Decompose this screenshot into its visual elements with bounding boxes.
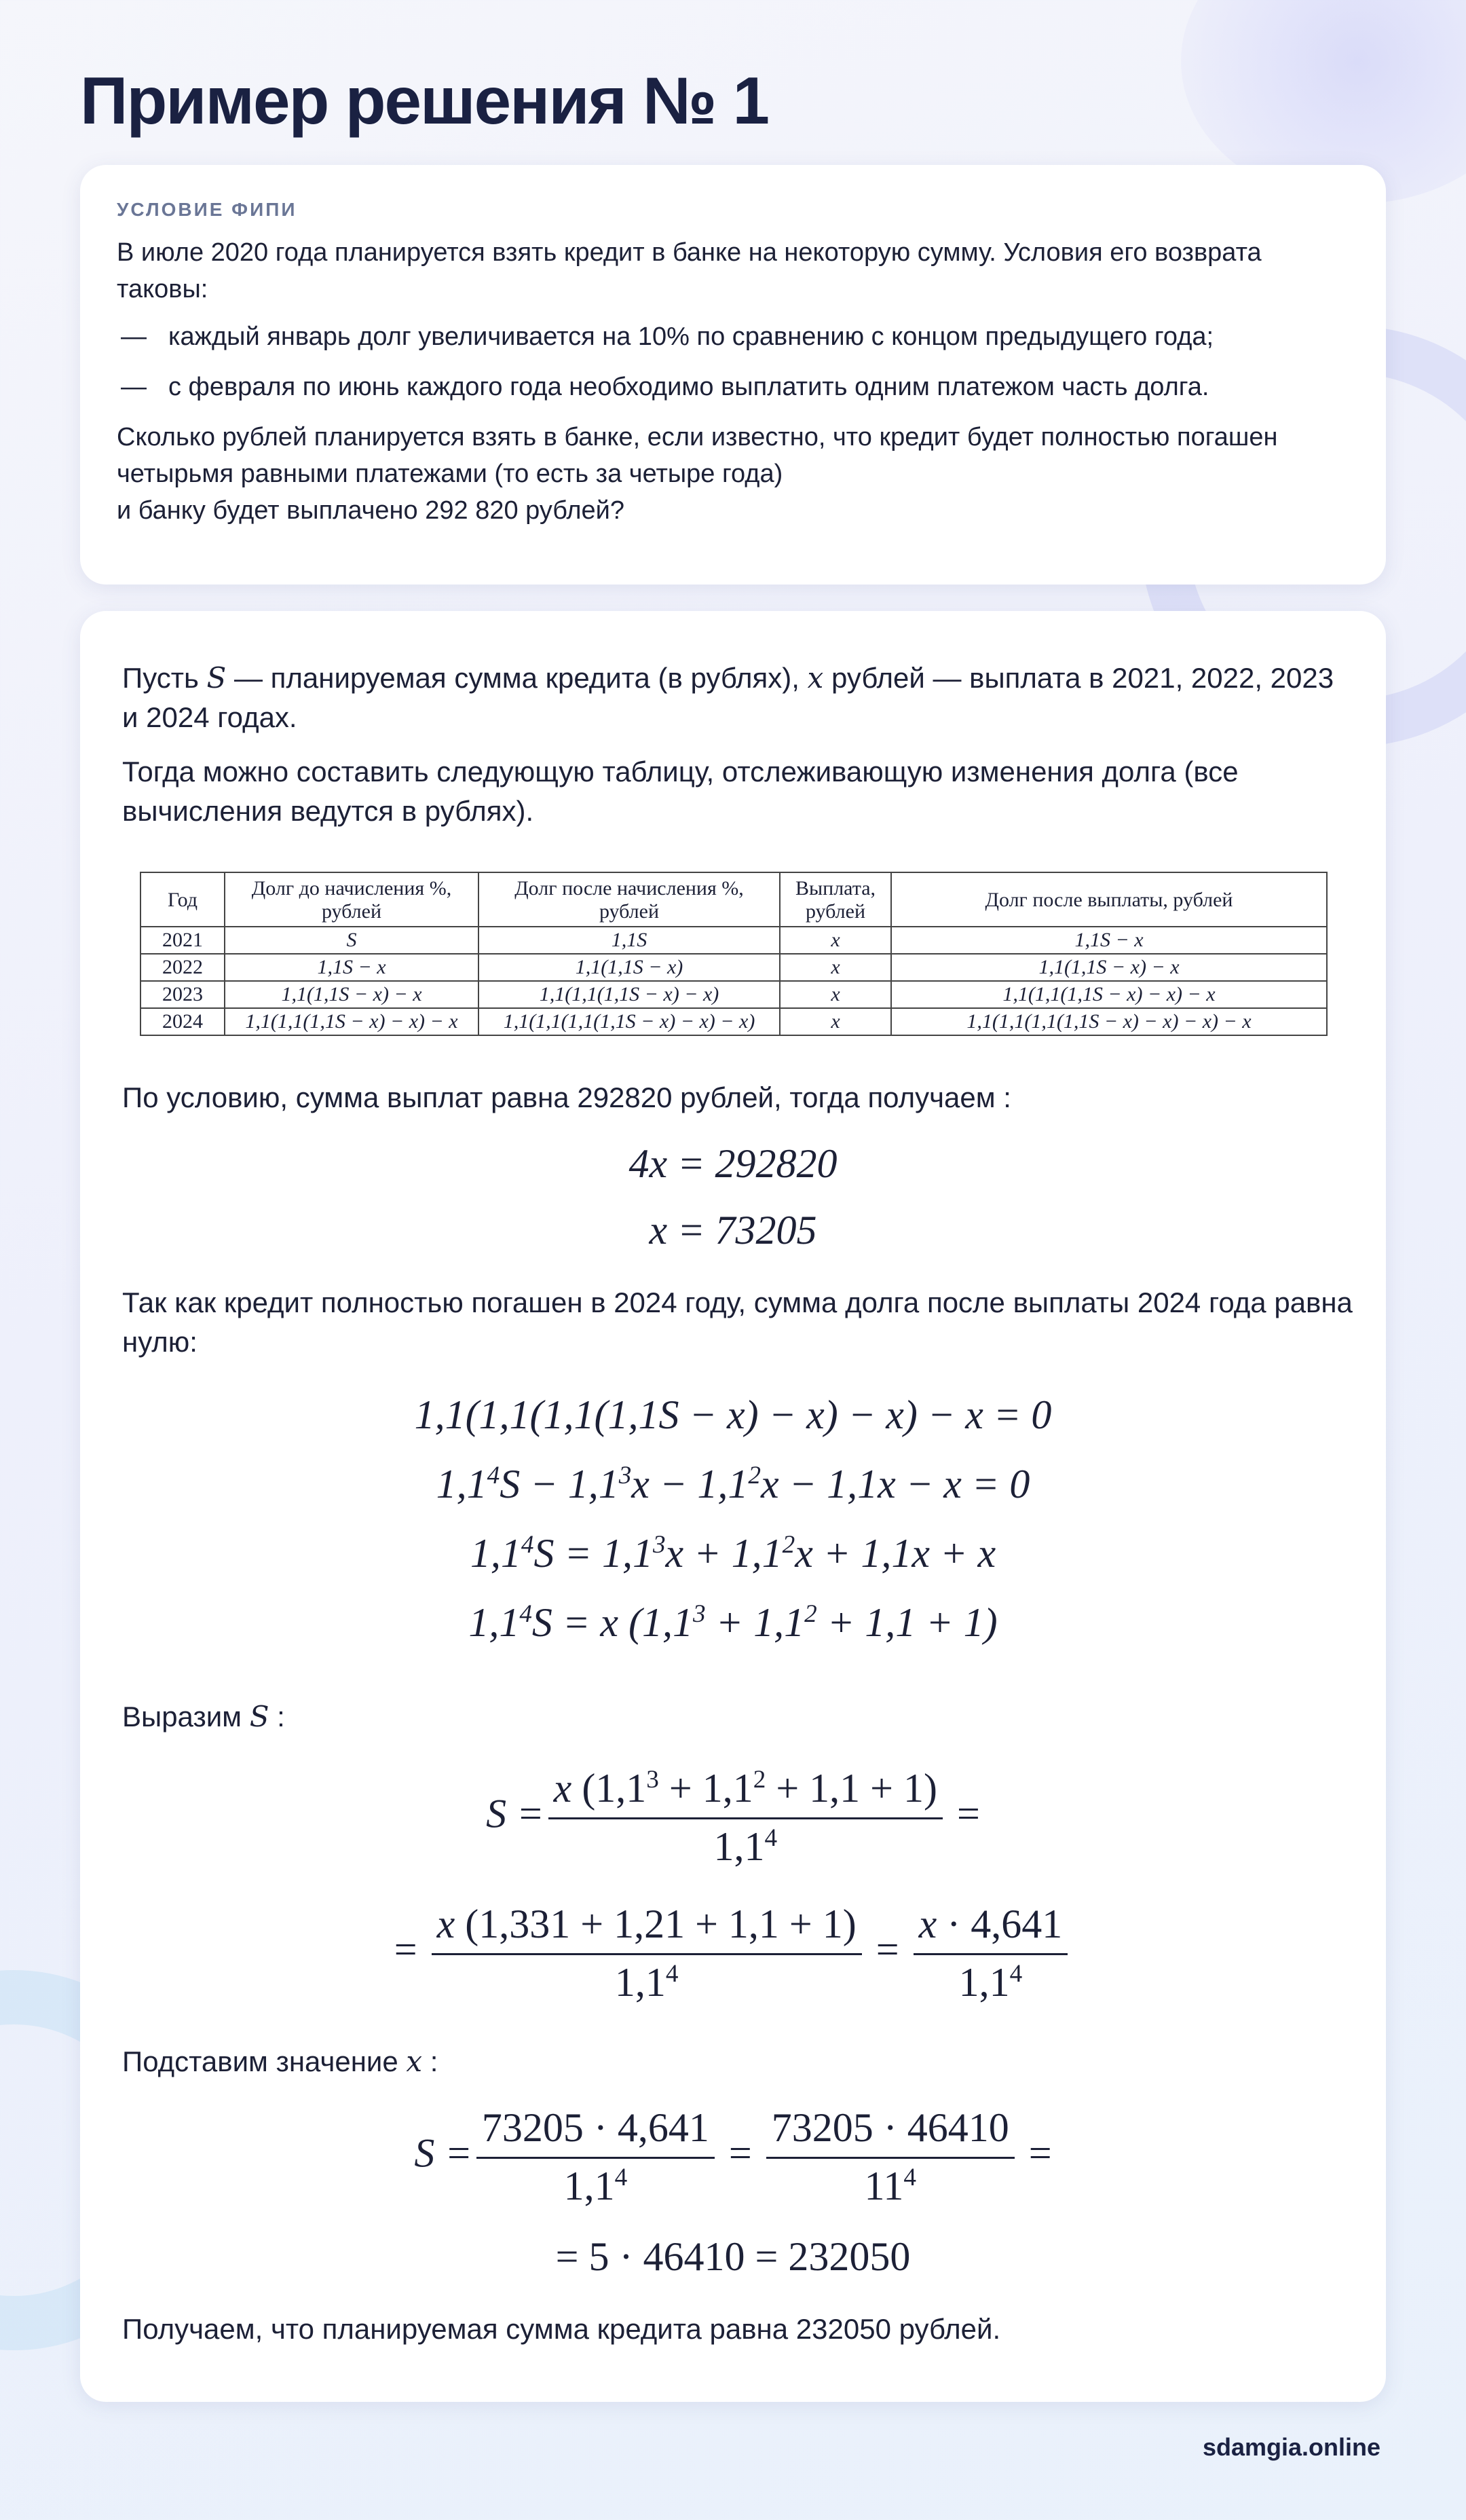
table-cell: 2021 — [140, 927, 225, 954]
equation-rearranged: $1,1^4S = 1,1^3x + 1,1^2x + 1,1x + x$ — [470, 1531, 996, 1576]
table-cell: 1,1(1,1(1,1(1,1S − x) − x) − x) − x — [891, 1008, 1327, 1035]
equation-final-result: = 5 · 46410 = 232050 — [555, 2234, 911, 2279]
equation-payments-sum: 4x = 292820 — [628, 1141, 838, 1186]
table-row — [140, 981, 1327, 1008]
equation-s-simplified: = $\frac{x (1,331 + 1,21 + 1,1 + 1)}{1,1^4}$ = $\frac{x \cdot 4,641}{1,1^4}$ — [80, 1901, 1386, 2006]
table-header: Долг после выплаты, рублей — [891, 872, 1327, 927]
table-header-row — [140, 872, 1327, 927]
table-cell: S — [225, 927, 478, 954]
table-cell: x — [780, 927, 891, 954]
table-cell: 2022 — [140, 954, 225, 981]
table-header: Долг после начисления %, рублей — [478, 872, 780, 927]
table-header: Долг до начисления %, рублей — [225, 872, 478, 927]
table-cell: 2024 — [140, 1008, 225, 1035]
table-row — [140, 927, 1327, 954]
table-cell: 1,1S — [478, 927, 780, 954]
equation-expanded: $1,1^4S - 1,1^3x - 1,1^2x - 1,1x - x = 0$ — [436, 1462, 1030, 1506]
condition-question: Сколько рублей планируется взять в банке, если известно, что кредит будет полностью погашен четырьмя равными платежами (то есть за четыре года) и банку будет выплачено 292 820 рублей? — [117, 423, 1278, 525]
condition-card — [80, 165, 1386, 585]
table-intro: Тогда можно составить следующую таблицу, отслеживающую изменения долга (все вычисления ведутся в рублях). — [122, 756, 1239, 827]
solution-intro: Пусть S — планируемая сумма кредита (в рублях), x рублей — выплата в 2021, 2022, 2023 и 2024 годах. — [122, 661, 1334, 733]
equation-s-formula: S = $\frac{x (1,1^3 + 1,1^2 + 1,1 + 1)}{1,1^4}$ = — [486, 1766, 980, 1869]
express-s-text: Выразим S : — [122, 1700, 285, 1733]
table-header: Выплата, рублей — [780, 872, 891, 927]
table-row — [140, 954, 1327, 981]
substitute-x-text: Подставим значение x : — [122, 2045, 438, 2078]
condition-item: — с февраля по июнь каждого года необходимо выплатить одним платежом часть долга. — [121, 373, 1209, 401]
brand-logo-text: sdamgia.online — [1202, 2433, 1380, 2461]
table-cell: x — [780, 1008, 891, 1035]
equation-substitution: S = $\frac{73205 \cdot 4,641}{1,1^4}$ = $\frac{73205 \cdot 46410}{11^4}$ = — [414, 2105, 1052, 2208]
conclusion-text: Получаем, что планируемая сумма кредита равна 232050 рублей. — [122, 2313, 1001, 2345]
table-row — [140, 1008, 1327, 1035]
table-cell: 1,1S − x — [891, 927, 1327, 954]
table-cell: 2023 — [140, 981, 225, 1008]
page-title: Пример решения № 1 — [80, 63, 769, 138]
condition-list — [117, 318, 1349, 405]
table-cell: 1,1(1,1S − x) — [478, 954, 780, 981]
equation-zero-debt: 1,1(1,1(1,1(1,1S − x) − x) − x) − x = 0 — [414, 1392, 1052, 1437]
table-cell: x — [780, 954, 891, 981]
table-cell: 1,1(1,1(1,1S − x) − x) — [478, 981, 780, 1008]
table-cell: x — [780, 981, 891, 1008]
zero-debt-text: Так как кредит полностью погашен в 2024 году, сумма долга после выплаты 2024 года равна нулю: — [122, 1286, 1353, 1358]
table-cell: 1,1(1,1(1,1S − x) − x) − x — [225, 1008, 478, 1035]
table-cell: 1,1(1,1S − x) − x — [891, 954, 1327, 981]
table-header: Год — [140, 872, 225, 927]
equation-payment-value: x = 73205 — [649, 1208, 817, 1253]
solution-card — [80, 611, 1386, 2402]
table-cell: 1,1S − x — [225, 954, 478, 981]
table-cell: 1,1(1,1(1,1(1,1S − x) − x) − x) — [478, 1008, 780, 1035]
sum-condition-text: По условию, сумма выплат равна 292820 рублей, тогда получаем : — [122, 1081, 1011, 1113]
condition-label: УСЛОВИЕ ФИПИ — [117, 199, 297, 220]
condition-item: — каждый январь долг увеличивается на 10% по сравнению с концом предыдущего года; — [121, 322, 1214, 351]
condition-intro: В июле 2020 года планируется взять кредит в банке на некоторую сумму. Условия его возврата таковы: — [117, 238, 1262, 303]
equation-factored: $1,1^4S = x$ $(1,1^3 + 1,1^2 + 1,1 + 1)$ — [468, 1600, 998, 1645]
table-cell: 1,1(1,1(1,1S − x) − x) − x — [891, 981, 1327, 1008]
table-cell: 1,1(1,1S − x) − x — [225, 981, 478, 1008]
debt-table — [140, 872, 1328, 1036]
